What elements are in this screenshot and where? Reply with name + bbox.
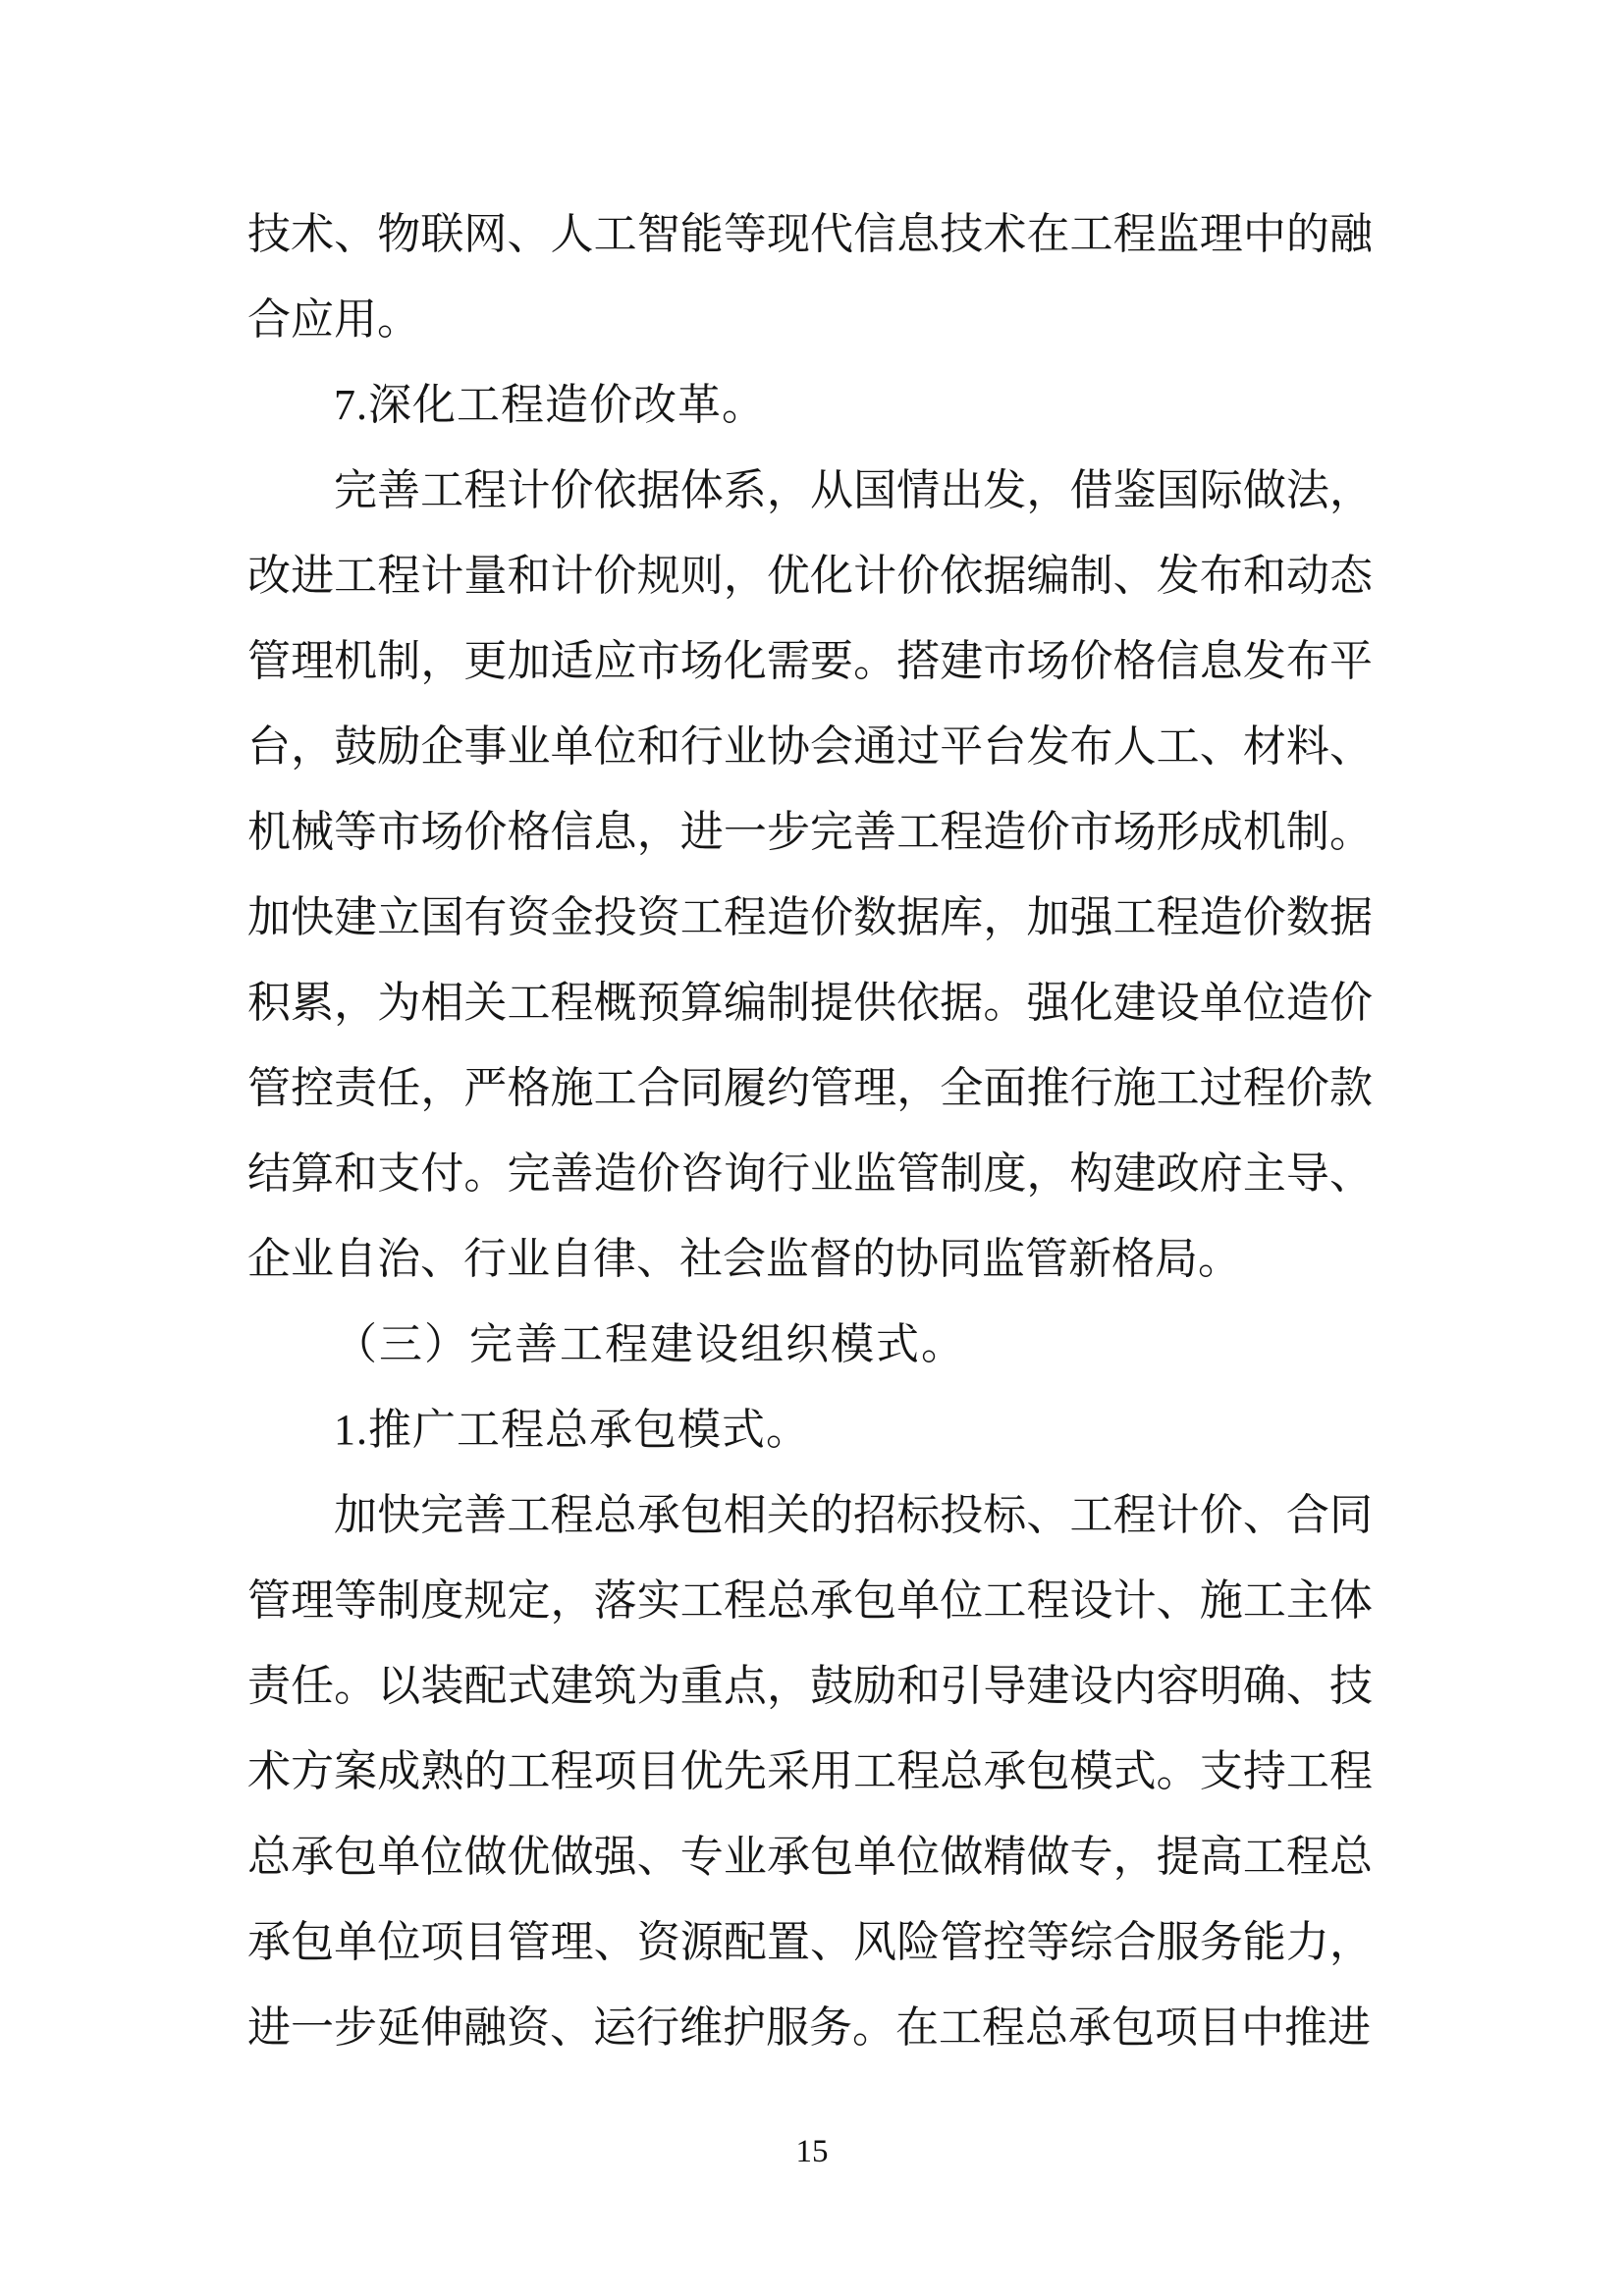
paragraph-epc-body: 加快完善工程总承包相关的招标投标、工程计价、合同管理等制度规定，落实工程总承包单位工程设计、施工主体责任。以装配式建筑为重点，鼓励和引导建设内容明确、技术方案成熟的工程项目优先采用工程总承包模式。支持工程总承包单位做优做强、专业承包单位做精做专，提高工程总承包单位项目管理、资源配置、风险管控等综合服务能力，进一步延伸融资、运行维护服务。在工程总承包项目中推进: [247, 1491, 1373, 2052]
page-number: 15: [795, 2134, 829, 2169]
paragraph-cost-reform-body: 完善工程计价依据体系，从国情出发，借鉴国际做法，改进工程计量和计价规则，优化计价依据编制、发布和动态管理机制，更加适应市场化需要。搭建市场价格信息发布平台，鼓励企事业单位和行业协会通过平台发布人工、材料、机械等市场价格信息，进一步完善工程造价市场形成机制。加快建立国有资金投资工程造价数据库，加强工程造价数据积累，为相关工程概预算编制提供依据。强化建设单位造价管控责任，严格施工合同履约管理，全面推行施工过程价款结算和支付。完善造价咨询行业监管制度，构建政府主导、企业自治、行业自律、社会监督的协同监管新格局。: [247, 466, 1373, 1283]
heading-section-3-construction-organization: （三）完善工程建设组织模式。: [334, 1320, 966, 1368]
paragraph-supervision-tech-continuation: 技术、物联网、人工智能等现代信息技术在工程监理中的融合应用。: [247, 210, 1373, 344]
heading-7-deepen-cost-reform: 7.深化工程造价改革。: [334, 381, 766, 429]
heading-1-promote-epc-model: 1.推广工程总承包模式。: [334, 1406, 810, 1454]
document-body: [247, 191, 1373, 2070]
